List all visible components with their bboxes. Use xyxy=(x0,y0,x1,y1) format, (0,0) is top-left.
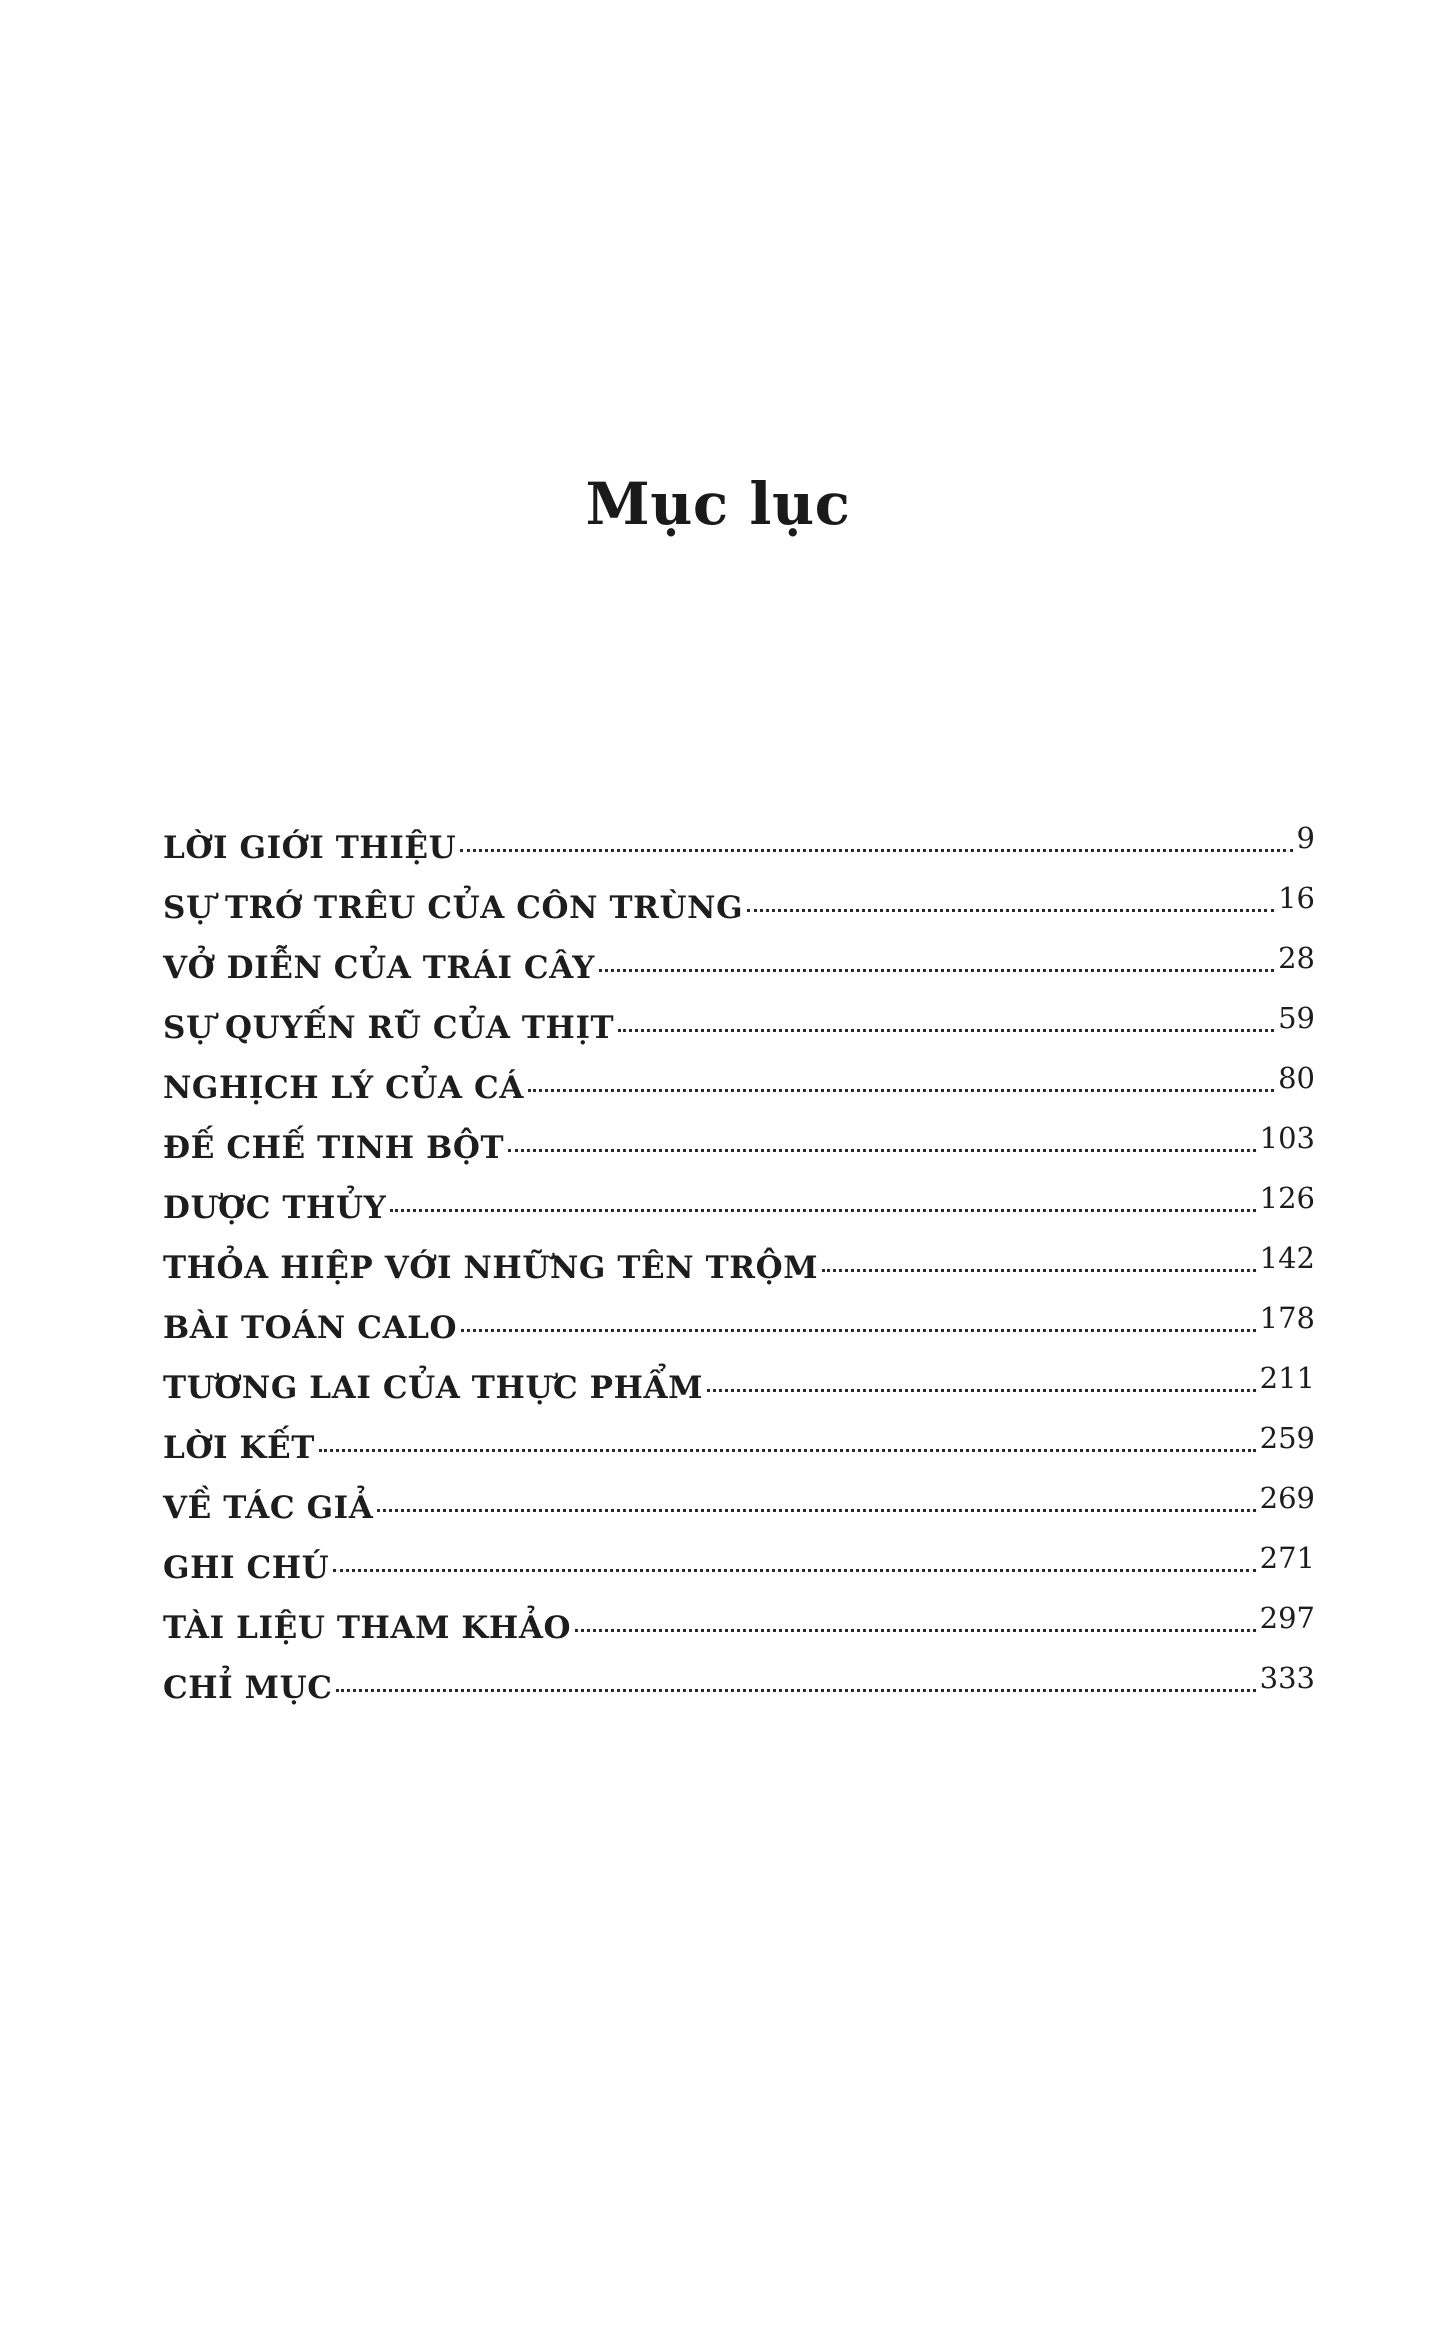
dot-leader xyxy=(599,969,1274,972)
dot-leader xyxy=(390,1209,1255,1212)
dot-leader xyxy=(747,909,1274,912)
toc-entry-page-number: 28 xyxy=(1278,941,1315,975)
dot-leader xyxy=(333,1569,1255,1572)
toc-entry-label: THỎA HIỆP VỚI NHỮNG TÊN TRỘM xyxy=(163,1250,819,1286)
toc-entry-page-number: 59 xyxy=(1278,1001,1315,1035)
toc-entry-label: BÀI TOÁN CALO xyxy=(163,1310,458,1346)
toc-entry-page-number: 269 xyxy=(1259,1481,1315,1515)
toc-entry-label: NGHỊCH LÝ CỦA CÁ xyxy=(163,1070,524,1106)
toc-entry-label: SỰ QUYẾN RŨ CỦA THỊT xyxy=(163,1010,615,1046)
toc-entry-page-number: 271 xyxy=(1259,1541,1315,1575)
toc-entry-page-number: 259 xyxy=(1259,1421,1315,1455)
dot-leader xyxy=(336,1689,1255,1692)
toc-entry-page-number: 126 xyxy=(1259,1181,1315,1215)
toc-entry-loi-ket xyxy=(163,1421,1315,1490)
toc-entry-label: GHI CHÚ xyxy=(163,1550,330,1586)
toc-entry-label: SỰ TRỚ TRÊU CỦA CÔN TRÙNG xyxy=(163,890,744,926)
toc-entry-ten-trom xyxy=(163,1241,1315,1310)
toc-entry-label: TÀI LIỆU THAM KHẢO xyxy=(163,1610,572,1646)
toc-entry-label: CHỈ MỤC xyxy=(163,1670,333,1706)
dot-leader xyxy=(707,1389,1256,1392)
toc-entry-gioi-thieu xyxy=(163,821,1315,890)
toc-entry-page-number: 297 xyxy=(1259,1601,1315,1635)
toc-entry-label: TƯƠNG LAI CỦA THỰC PHẨM xyxy=(163,1370,704,1406)
toc-entry-page-number: 333 xyxy=(1259,1661,1315,1695)
toc-entry-tinh-bot xyxy=(163,1121,1315,1190)
toc-entry-tuong-lai xyxy=(163,1361,1315,1430)
dot-leader xyxy=(377,1509,1255,1512)
toc-entry-page-number: 9 xyxy=(1296,821,1315,855)
dot-leader xyxy=(319,1449,1256,1452)
toc-entry-page-number: 16 xyxy=(1278,881,1315,915)
toc-entry-label: LỜI KẾT xyxy=(163,1430,315,1466)
toc-entry-label: ĐẾ CHẾ TINH BỘT xyxy=(163,1130,505,1166)
toc-entry-ca xyxy=(163,1061,1315,1130)
toc-entry-tac-gia xyxy=(163,1481,1315,1550)
toc-entry-page-number: 178 xyxy=(1259,1301,1315,1335)
dot-leader xyxy=(528,1089,1274,1092)
toc-entry-calo xyxy=(163,1301,1315,1370)
dot-leader xyxy=(822,1269,1256,1272)
toc-entry-ghi-chu xyxy=(163,1541,1315,1610)
dot-leader xyxy=(460,849,1292,852)
toc-entry-duoc-thuy xyxy=(163,1181,1315,1250)
toc-entry-chi-muc xyxy=(163,1661,1315,1730)
dot-leader xyxy=(461,1329,1256,1332)
page-title: Mục lục xyxy=(585,470,851,538)
toc-entry-page-number: 142 xyxy=(1259,1241,1315,1275)
table-of-contents xyxy=(163,821,1315,1730)
toc-entry-page-number: 80 xyxy=(1278,1061,1315,1095)
toc-entry-trai-cay xyxy=(163,941,1315,1010)
toc-entry-page-number: 211 xyxy=(1259,1361,1315,1395)
toc-entry-thit xyxy=(163,1001,1315,1070)
toc-entry-con-trung xyxy=(163,881,1315,950)
toc-entry-tai-lieu xyxy=(163,1601,1315,1670)
dot-leader xyxy=(618,1029,1274,1032)
toc-entry-page-number: 103 xyxy=(1259,1121,1315,1155)
dot-leader xyxy=(508,1149,1255,1152)
toc-entry-label: DƯỢC THỦY xyxy=(163,1190,387,1226)
toc-entry-label: VỞ DIỄN CỦA TRÁI CÂY xyxy=(163,950,596,986)
toc-entry-label: LỜI GIỚI THIỆU xyxy=(163,830,457,866)
dot-leader xyxy=(575,1629,1256,1632)
toc-entry-label: VỀ TÁC GIẢ xyxy=(163,1490,374,1526)
